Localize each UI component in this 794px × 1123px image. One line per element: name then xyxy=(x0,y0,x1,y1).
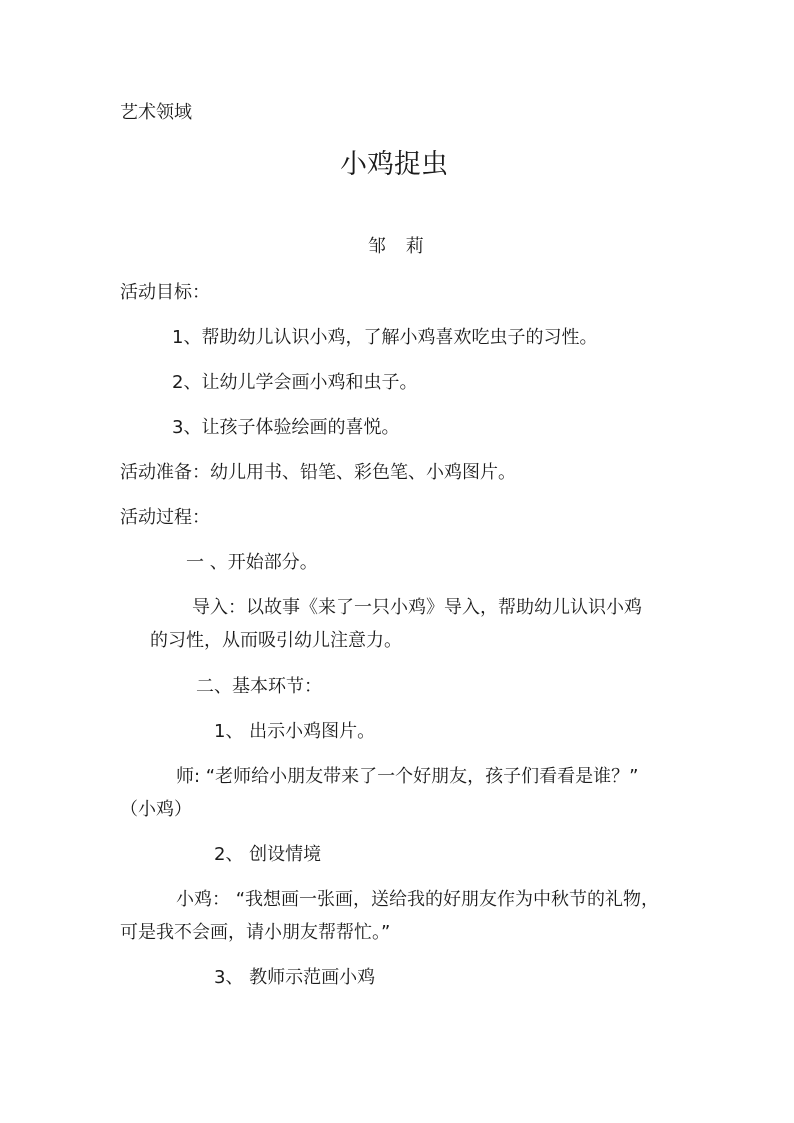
part1-text-line2: 的习性，从而吸引幼儿注意力。 xyxy=(150,630,402,651)
step2-title: 2、 创设情境 xyxy=(214,844,322,865)
page-title: 小鸡捉虫 xyxy=(340,149,448,180)
category-label: 艺术领域 xyxy=(120,102,192,123)
step3-title: 3、 教师示范画小鸡 xyxy=(214,967,376,988)
process-heading: 活动过程： xyxy=(120,507,210,528)
step1-dialog-line1: 师: “老师给小朋友带来了一个好朋友，孩子们看看是谁？” xyxy=(176,766,639,787)
step1-title: 1、 出示小鸡图片。 xyxy=(214,721,376,742)
part2-heading: 二、基本环节： xyxy=(196,676,322,697)
part1-text-line1: 导入：以故事《来了一只小鸡》导入，帮助幼儿认识小鸡 xyxy=(192,597,642,618)
goal-item-3: 3、让孩子体验绘画的喜悦。 xyxy=(172,417,400,438)
step2-dialog-line2: 可是我不会画，请小朋友帮帮忙。” xyxy=(120,922,391,943)
author-name: 邹 莉 xyxy=(368,236,424,257)
preparation-text: 活动准备：幼儿用书、铅笔、彩色笔、小鸡图片。 xyxy=(120,462,516,483)
step2-dialog-line1: 小鸡： “我想画一张画，送给我的好朋友作为中秋节的礼物， xyxy=(176,889,660,910)
goal-item-2: 2、让幼儿学会画小鸡和虫子。 xyxy=(172,372,418,393)
goals-heading: 活动目标： xyxy=(120,282,210,303)
goal-item-1: 1、帮助幼儿认识小鸡，了解小鸡喜欢吃虫子的习性。 xyxy=(172,327,598,348)
step1-dialog-line2: （小鸡） xyxy=(120,799,192,820)
part1-heading: 一 、开始部分。 xyxy=(186,552,318,573)
